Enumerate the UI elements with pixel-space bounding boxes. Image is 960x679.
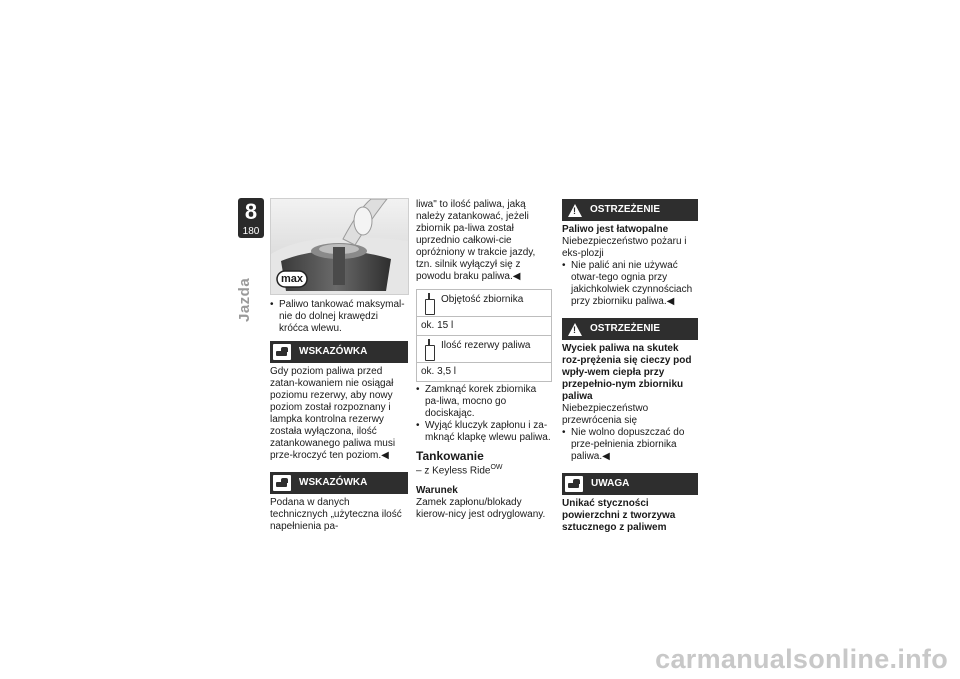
hint-title-2: WSKAZÓWKA <box>299 477 368 488</box>
bullet-remove-key: • Wyjąć kluczyk zapłonu i za-mknąć klapkę wlewu paliwa. <box>416 420 552 444</box>
warning-text-2: Niebezpieczeństwo przewrócenia się <box>562 403 649 426</box>
section-subline <box>416 462 552 477</box>
warning-heading-1: Paliwo jest łatwopalne <box>562 224 669 235</box>
fuel-filler-photo <box>270 198 409 295</box>
warning-text-1: Niebezpieczeństwo pożaru i eks-plozji <box>562 236 687 259</box>
spec-value-2: ok. 3,5 l <box>421 366 457 377</box>
hand-note-icon <box>273 475 291 491</box>
section-heading: Tankowanie <box>416 449 484 463</box>
column-3 <box>562 199 698 534</box>
warning-triangle-icon <box>568 204 582 217</box>
warning-heading-2: Wyciek paliwa na skutek roz-prężenia się cieczy pod wpły-wem ciepła przy przepełnio-nym zbiorniku paliwa <box>562 343 692 402</box>
spec-label-2: Ilość rezerwy paliwa <box>441 340 531 351</box>
column-2 <box>416 199 552 521</box>
warning-bar-2 <box>562 318 698 340</box>
hint-title-1: WSKAZÓWKA <box>299 346 368 357</box>
hand-note-icon <box>565 476 583 492</box>
bullet-fill-max: • Paliwo tankować maksymal-nie do dolnej krawędzi króćca wlewu. <box>270 299 408 335</box>
chapter-title-text: Jazda <box>236 277 253 322</box>
chapter-number: 8 <box>244 199 258 224</box>
spec-value-1: ok. 15 l <box>421 320 454 331</box>
max-label: max <box>280 273 304 285</box>
warning-bullet-1: • Nie palić ani nie używać otwar-tego ognia przy jakichkolwiek czynnościach przy zbiorniku paliwa.◀ <box>562 260 698 308</box>
spec-tank-capacity <box>416 289 552 336</box>
bullet-close-cap: • Zamknąć korek zbiornika pa-liwa, mocno go dociskając. <box>416 384 552 420</box>
hint-text-1: Gdy poziom paliwa przed zatan-kowaniem nie osiągał poziomu rezerwy, aby nowy poziom został rozpoznany i lampka kontrolna rezerwy została wyłączona, ilość zatankowanego paliwa musi prze-kroczyć ten poziom.◀ <box>270 366 396 461</box>
fuel-tank-icon <box>423 339 435 361</box>
condition-text: Zamek zapłonu/blokady kierow-nicy jest odryglowany. <box>416 497 546 521</box>
paragraph-continued: liwa" to ilość paliwa, jaką należy zatankować, jeżeli zbiornik pa-liwa został uprzednio całkowi-cie opróżniony w trakcie jazdy, tzn. silnik wyłączył się z powodu braku paliwa.◀ <box>416 199 536 282</box>
warning-title-2: OSTRZEŻENIE <box>590 323 661 334</box>
spec-label-1: Objętość zbiornika <box>441 294 524 305</box>
hand-note-icon <box>273 344 291 360</box>
note-title: UWAGA <box>591 478 630 489</box>
chapter-title <box>230 262 270 362</box>
subline-text: – z Keyless Ride <box>416 465 491 477</box>
fuel-tank-icon <box>423 293 435 315</box>
watermark: carmanualsonline.info <box>655 644 948 674</box>
page-number: 180 <box>242 226 260 237</box>
subline-sup: OW <box>490 464 503 471</box>
note-bar <box>562 473 698 495</box>
column-1 <box>270 299 408 533</box>
warning-triangle-icon <box>568 323 582 336</box>
warning-title-1: OSTRZEŻENIE <box>590 204 661 215</box>
spec-reserve <box>416 335 552 382</box>
note-heading: Unikać styczności powierzchni z tworzywa sztucznego z paliwem <box>562 498 676 533</box>
warning-bullet-2: • Nie wolno dopuszczać do prze-pełnienia zbiornika paliwa.◀ <box>562 427 698 463</box>
warning-bar-1 <box>562 199 698 221</box>
hint-text-2: Podana w danych technicznych „użyteczna ilość napełnienia pa- <box>270 497 402 532</box>
hint-bar-2 <box>270 472 408 494</box>
hint-bar-1 <box>270 341 408 363</box>
condition-title: Warunek <box>416 485 458 497</box>
